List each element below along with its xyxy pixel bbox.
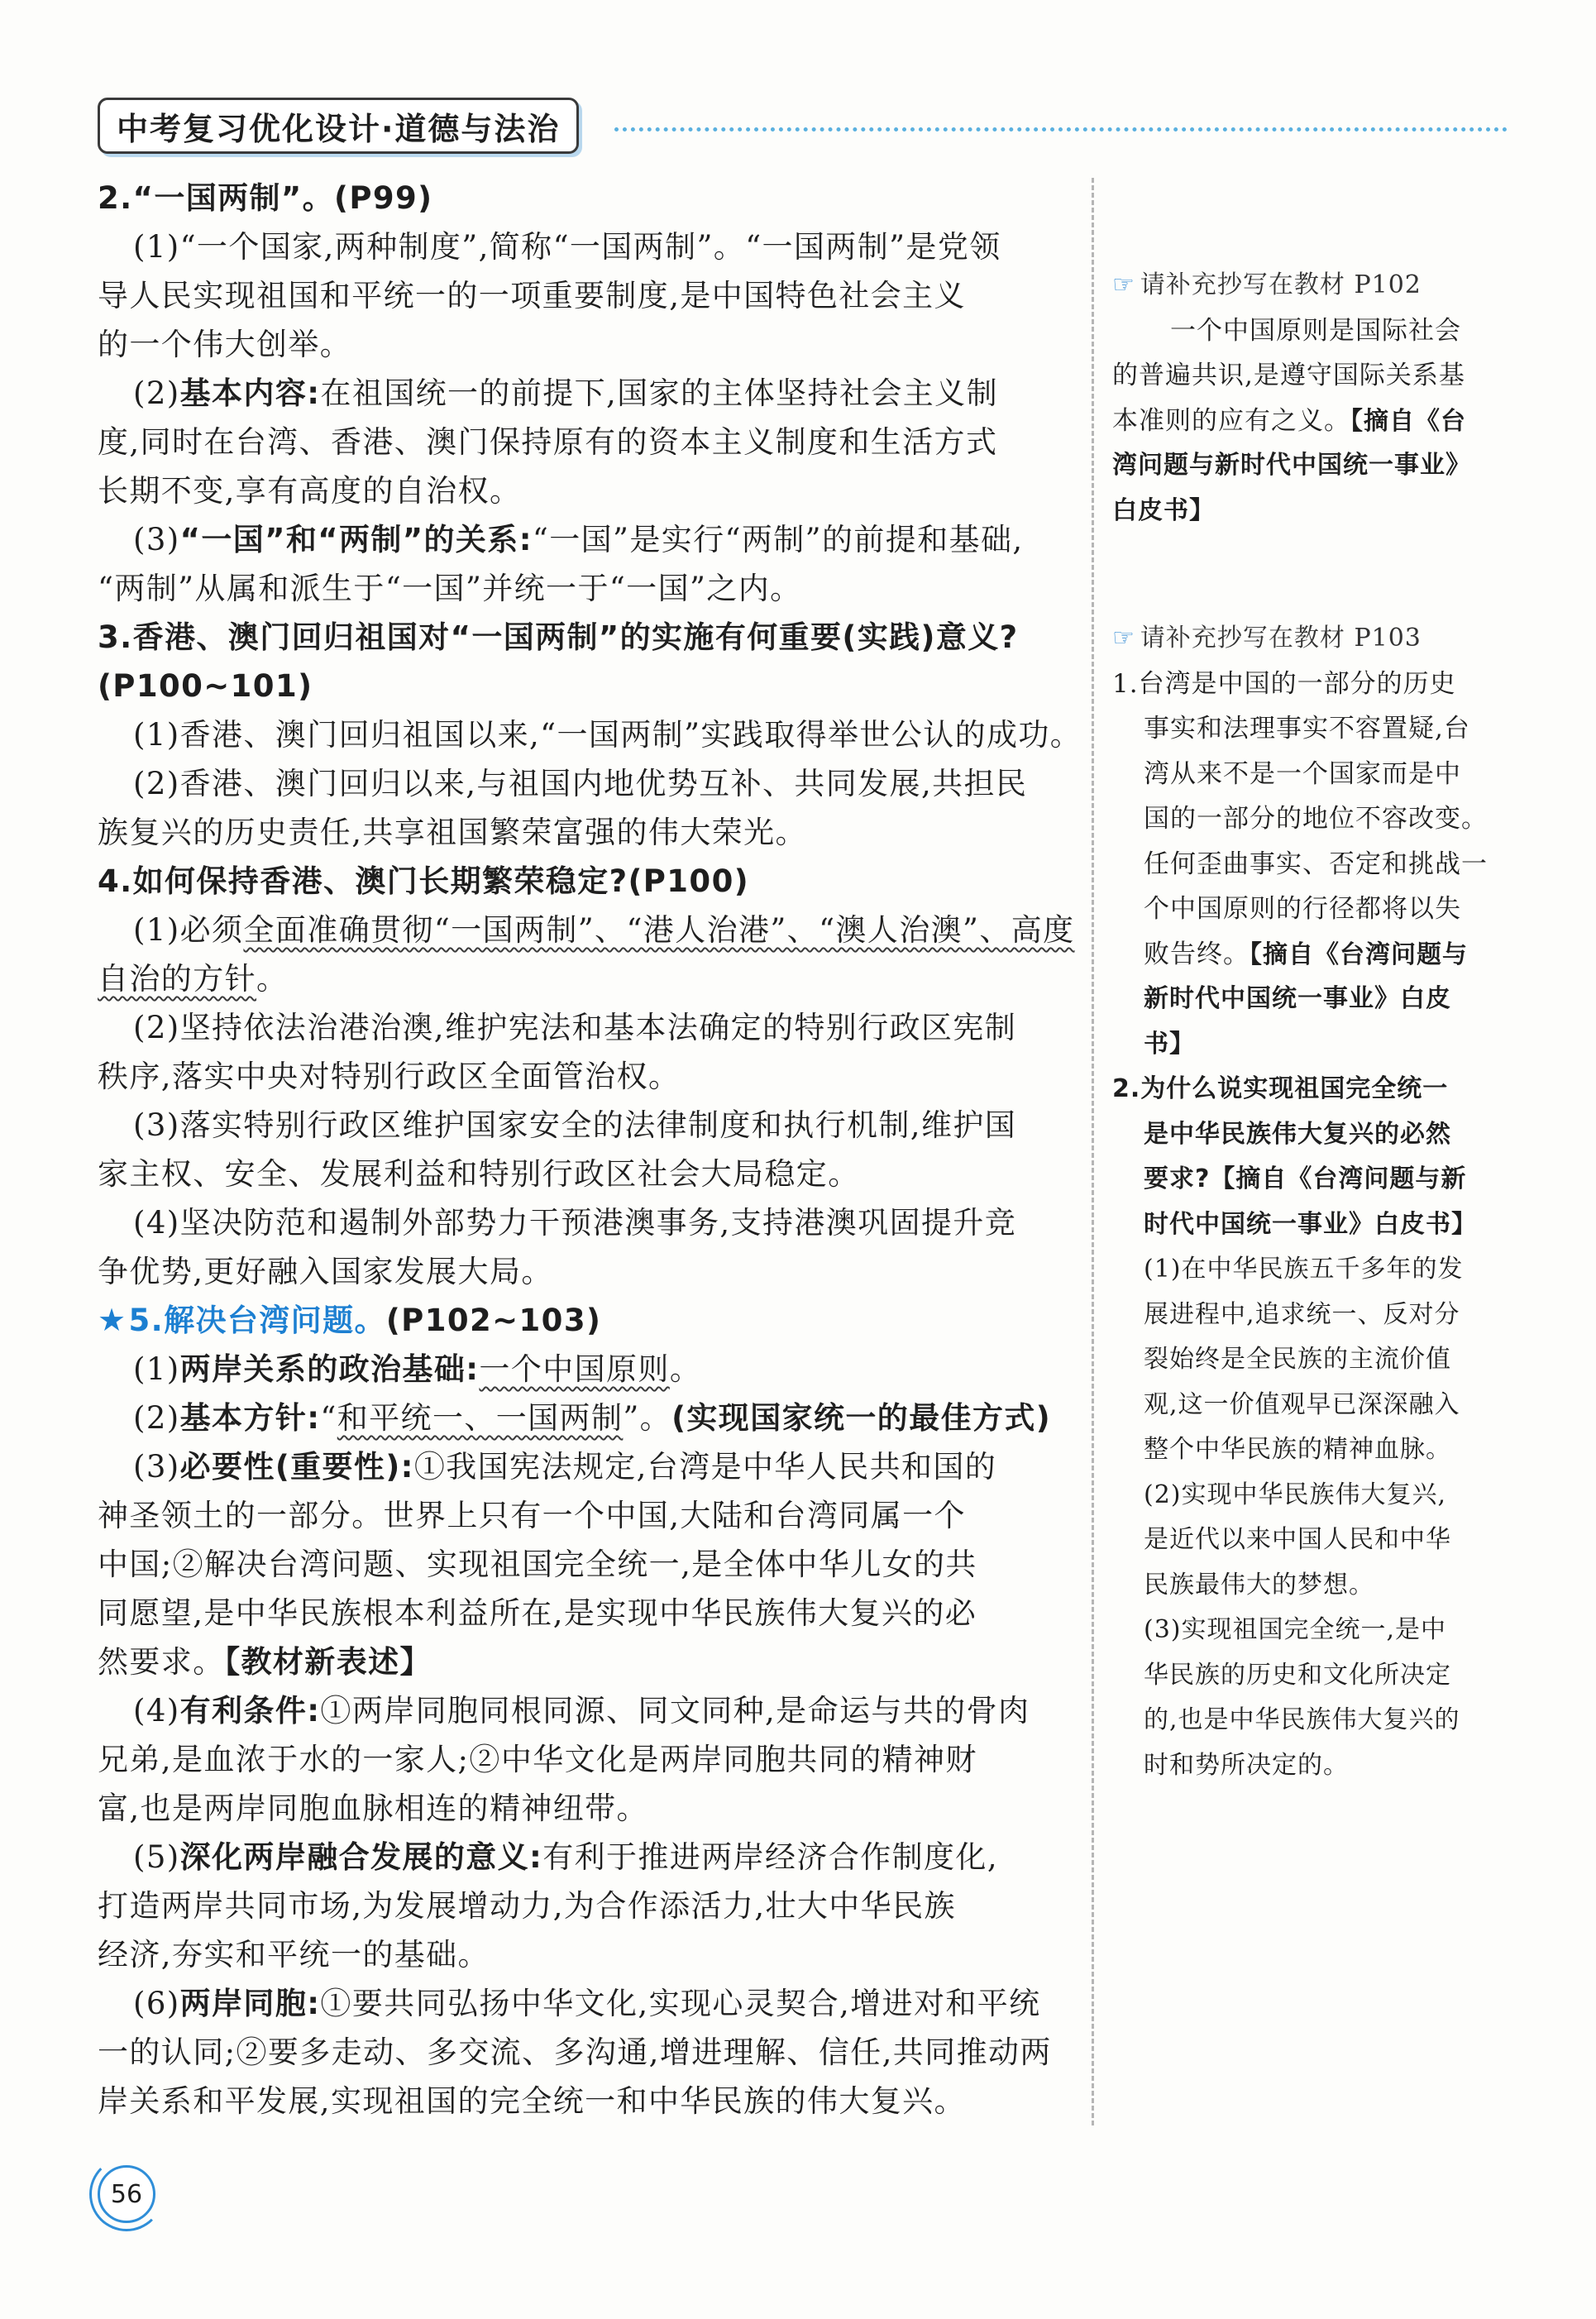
item-number: (3) <box>133 522 180 557</box>
star-icon: ★ <box>98 1302 127 1338</box>
underlined-text: 全面准确贯彻“一国两制”、“港人治港”、“澳人治澳”、高度 <box>243 912 1075 948</box>
question: 时代中国统一事业》白皮书】 <box>1144 1209 1477 1239</box>
paragraph-line <box>98 1442 1082 1491</box>
citation: 【摘自《台 <box>1350 406 1466 436</box>
answer-line: 民族最伟大的梦想。 <box>1144 1570 1374 1599</box>
term-label: 两岸关系的政治基础: <box>179 1351 480 1387</box>
heading-5-title: 5.解决台湾问题。 <box>128 1303 386 1338</box>
text: 然要求。 <box>98 1644 225 1680</box>
paragraph-line <box>98 369 1082 418</box>
term-label: “一国”和“两制”的关系: <box>179 522 533 557</box>
term-label: 深化两岸融合发展的意义: <box>179 1839 543 1875</box>
answer-line: 裂始终是全民族的主流价值 <box>1144 1345 1451 1374</box>
underlined-text: 一个中国原则 <box>479 1351 670 1387</box>
paragraph-line: 的一个伟大创举。 <box>98 327 352 362</box>
paragraph-line <box>98 1686 1082 1735</box>
term-label: 基本内容: <box>179 375 321 411</box>
paragraph-line: 中国;②解决台湾问题、实现祖国完全统一,是全体中华儿女的共 <box>98 1547 977 1582</box>
term-label: 基本方针: <box>179 1400 321 1436</box>
paragraph-line: (1)香港、澳门回归祖国以来,“一国两制”实践取得举世公认的成功。 <box>133 717 1082 753</box>
page-header <box>98 98 1508 155</box>
note-line <box>1112 932 1509 978</box>
paragraph-line: (2)坚持依法治港治澳,维护宪法和基本法确定的特别行政区宪制 <box>133 1010 1017 1045</box>
note-line: 湾从来不是一个国家而是中 <box>1144 758 1461 789</box>
paragraph-line: 导人民实现祖国和平统一的一项重要制度,是中国特色社会主义 <box>98 278 966 313</box>
annotation: (实现国家统一的最佳方式) <box>671 1400 1052 1436</box>
term-label: 有利条件: <box>179 1693 321 1728</box>
text: “ <box>320 1400 337 1436</box>
paragraph-line <box>98 1638 1082 1686</box>
paragraph-line: 经济,夯实和平统一的基础。 <box>98 1937 490 1972</box>
paragraph-line <box>98 1394 1082 1442</box>
paragraph-line: (3)落实特别行政区维护国家安全的法律制度和执行机制,维护国 <box>133 1107 1017 1143</box>
answer-line: 展进程中,追求统一、反对分 <box>1144 1299 1460 1329</box>
note-line: 一个中国原则是国际社会 <box>1170 315 1461 346</box>
paragraph-line: 家主权、安全、发展利益和特别行政区社会大局稳定。 <box>98 1156 860 1192</box>
item-number: (1) <box>133 1351 180 1387</box>
answer-line: (1)在中华民族五千多年的发 <box>1144 1255 1464 1284</box>
paragraph-line: 岸关系和平发展,实现祖国的完全统一和中华民族的伟大复兴。 <box>98 2083 966 2119</box>
item-number: (2) <box>133 375 180 411</box>
citation: 新时代中国统一事业》白皮 <box>1144 984 1451 1013</box>
note-line: 1.台湾是中国的一部分的历史 <box>1112 668 1456 699</box>
note-heading <box>1112 616 1509 662</box>
paragraph-line: (4)坚决防范和遏制外部势力干预港澳事务,支持港澳巩固提升竞 <box>133 1205 1017 1241</box>
heading-5-pages: (P102~103) <box>385 1303 602 1338</box>
item-number: (4) <box>133 1693 180 1728</box>
main-column <box>98 174 1082 2125</box>
answer-line: (2)实现中华民族伟大复兴, <box>1144 1480 1447 1509</box>
note-heading-text: 请补充抄写在教材 P102 <box>1140 270 1422 299</box>
answer-line: 是近代以来中国人民和中华 <box>1144 1525 1451 1554</box>
underlined-text: 自治的方针 <box>98 961 256 997</box>
paragraph-line: “两制”从属和派生于“一国”并统一于“一国”之内。 <box>98 571 802 606</box>
underlined-text: 和平统一、一国两制 <box>337 1400 624 1436</box>
spacer <box>1112 533 1509 616</box>
pointing-hand-icon: ☞ <box>1112 624 1135 653</box>
paragraph-line: 秩序,落实中央对特别行政区全面管治权。 <box>98 1059 681 1094</box>
paragraph-line: 神圣领土的一部分。世界上只有一个中国,大陆和台湾同属一个 <box>98 1498 966 1533</box>
heading-3-pages: (P100~101) <box>98 668 313 704</box>
answer-line: 观,这一价值观早已深深融入 <box>1144 1389 1460 1419</box>
paragraph-line: 族复兴的历史责任,共享祖国繁荣富强的伟大荣光。 <box>98 815 807 850</box>
answer-line: 时和势所决定的。 <box>1144 1750 1349 1780</box>
text: 败告终。 <box>1144 939 1250 969</box>
side-notes <box>1112 263 1509 1788</box>
note-heading-text: 请补充抄写在教材 P103 <box>1140 624 1422 653</box>
term-label: 两岸同胞: <box>179 1986 321 2021</box>
paragraph-line <box>98 1979 1082 2028</box>
item-number: (5) <box>133 1839 180 1875</box>
paragraph-line <box>98 515 1082 564</box>
paragraph-line: 争优势,更好融入国家发展大局。 <box>98 1254 553 1289</box>
page-number: 56 <box>98 2165 155 2223</box>
text: ①两岸同胞同根同源、同文同种,是命运与共的骨肉 <box>320 1693 1030 1728</box>
note-line: 事实和法理事实不容置疑,台 <box>1144 714 1470 744</box>
paragraph-line <box>98 954 1082 1003</box>
note-line: 任何歪曲事实、否定和挑战一 <box>1144 849 1488 879</box>
column-divider <box>1092 178 1094 2125</box>
item-number: (6) <box>133 1986 180 2021</box>
paragraph-line: 兄弟,是血浓于水的一家人;②中华文化是两岸同胞共同的精神财 <box>98 1742 977 1777</box>
text: 有利于推进两岸经济合作制度化, <box>542 1839 998 1875</box>
citation: 【摘自《台湾问题与 <box>1250 940 1468 969</box>
citation: 书】 <box>1144 1029 1195 1059</box>
note-heading <box>1112 263 1509 308</box>
text: 。 <box>669 1351 702 1387</box>
paragraph-line: 富,也是两岸同胞血脉相连的精神纽带。 <box>98 1791 648 1826</box>
note-line: 个中国原则的行径都将以失 <box>1144 894 1461 924</box>
note-line: 的普遍共识,是遵守国际关系基 <box>1112 361 1465 390</box>
heading-2: 2.“一国两制”。(P99) <box>98 180 433 216</box>
heading-3: 3.香港、澳门回归祖国对“一国两制”的实施有何重要(实践)意义? <box>98 619 1019 655</box>
answer-line: 的,也是中华民族伟大复兴的 <box>1144 1705 1460 1734</box>
item-number: (3) <box>133 1449 180 1485</box>
question: 要求?【摘自《台湾问题与新 <box>1144 1164 1467 1193</box>
item-number: (2) <box>133 1400 180 1436</box>
citation: 白皮书】 <box>1112 495 1215 525</box>
text: ”。 <box>623 1400 672 1436</box>
paragraph-line: 同愿望,是中华民族根本利益所在,是实现中华民族伟大复兴的必 <box>98 1595 977 1631</box>
answer-line: 华民族的历史和文化所决定 <box>1144 1660 1451 1690</box>
heading-4: 4.如何保持香港、澳门长期繁荣稳定?(P100) <box>98 863 750 899</box>
text: 。 <box>256 961 289 997</box>
answer-line: 整个中华民族的精神血脉。 <box>1144 1435 1451 1464</box>
paragraph-line: 长期不变,享有高度的自治权。 <box>98 473 522 509</box>
text: “一国”是实行“两制”的前提和基础, <box>532 522 1024 557</box>
text: ①要共同弘扬中华文化,实现心灵契合,增进对和平统 <box>320 1986 1041 2021</box>
text: 在祖国统一的前提下,国家的主体坚持社会主义制 <box>320 375 998 411</box>
text: ①我国宪法规定,台湾是中华人民共和国的 <box>413 1449 997 1485</box>
paragraph-line: (2)香港、澳门回归以来,与祖国内地优势互补、共同发展,共担民 <box>133 766 1028 801</box>
citation: 湾问题与新时代中国统一事业》 <box>1112 451 1471 480</box>
paragraph-line <box>98 1833 1082 1881</box>
paragraph-line <box>98 1345 1082 1394</box>
paragraph-line: 打造两岸共同市场,为发展增动力,为合作添活力,壮大中华民族 <box>98 1888 956 1924</box>
book-title: 中考复习优化设计·道德与法治 <box>98 98 579 154</box>
header-dotted-rule <box>614 127 1508 131</box>
note-line <box>1112 399 1509 444</box>
text: 本准则的应有之义。 <box>1112 405 1350 436</box>
heading-5 <box>98 1296 1082 1345</box>
pointing-hand-icon: ☞ <box>1112 270 1135 299</box>
text: (1)必须 <box>133 912 244 948</box>
paragraph-line: (1)“一个国家,两种制度”,简称“一国两制”。“一国两制”是党领 <box>133 229 1001 265</box>
answer-line: (3)实现祖国完全统一,是中 <box>1144 1615 1447 1644</box>
paragraph-line <box>98 906 1082 954</box>
annotation: 【教材新表述】 <box>224 1644 432 1680</box>
paragraph-line: 一的认同;②要多走动、多交流、多沟通,增进理解、信任,共同推动两 <box>98 2035 1052 2070</box>
paragraph-line: 度,同时在台湾、香港、澳门保持原有的资本主义制度和生活方式 <box>98 424 998 460</box>
question: 是中华民族伟大复兴的必然 <box>1144 1119 1451 1149</box>
note-line: 国的一部分的地位不容改变。 <box>1144 804 1488 834</box>
term-label: 必要性(重要性): <box>179 1449 414 1485</box>
question: 2.为什么说实现祖国完全统一 <box>1112 1074 1449 1103</box>
